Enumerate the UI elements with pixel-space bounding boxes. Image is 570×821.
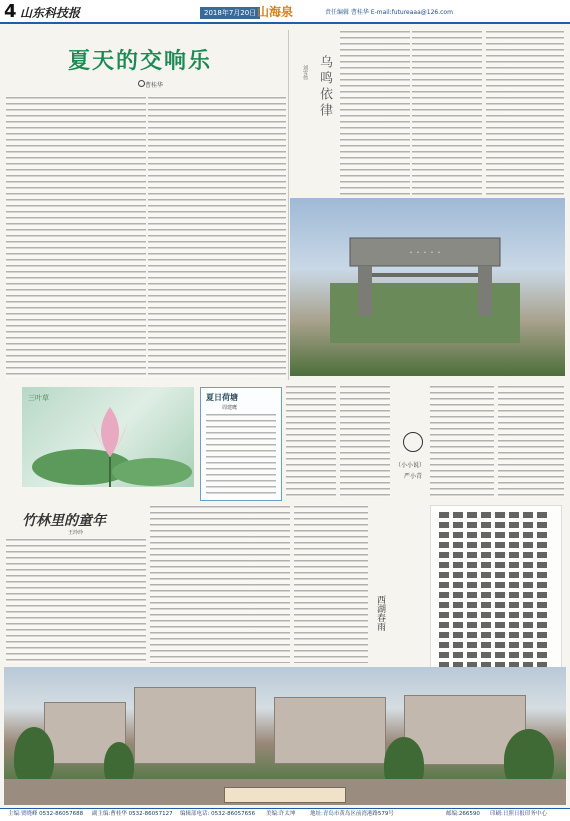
editor-info: 责任编辑 曹桂华 E-mail:futureaaa@126.com — [325, 9, 453, 16]
mid-essay-body — [294, 505, 368, 663]
essay-body-col2 — [412, 30, 482, 195]
summer-poem-author: 周建鹰 — [222, 405, 238, 411]
main-article-body-col1 — [6, 96, 146, 378]
essay-body-col3 — [486, 30, 564, 195]
issue-date: 2018年7月20日 — [200, 7, 260, 19]
poem-author: 刘雪伟 — [302, 65, 308, 80]
story-emblem-icon — [403, 432, 423, 452]
main-article-author: 曹桂华 — [145, 82, 164, 89]
story-body-col4 — [498, 385, 564, 497]
column-divider — [288, 30, 289, 380]
bamboo-article-body-col2 — [150, 505, 290, 663]
story-body-col1 — [286, 385, 336, 497]
essay-body-col1 — [340, 30, 410, 195]
poem-title: 乌鸣依律 — [317, 55, 332, 119]
footer-printer: 印刷:日照日报印务中心 — [490, 811, 547, 817]
summer-poem-body — [206, 413, 276, 495]
vertical-essay-title: 西湖春雨 — [375, 595, 385, 631]
bamboo-article-title: 竹林里的童年 — [22, 513, 106, 529]
bamboo-article-author: 王玲玲 — [68, 530, 84, 536]
footer-address: 地址:青岛市黄岛区前湾港路579号 — [310, 811, 394, 817]
bamboo-article-body — [6, 538, 146, 663]
newspaper-name: 山东科技报 — [20, 6, 81, 20]
small-story-author: 严小青 — [404, 473, 423, 480]
author-icon — [138, 80, 145, 87]
small-story-label: （小小说） — [395, 462, 426, 469]
footer-designer: 美编:许太坤 — [266, 811, 296, 817]
footer-chief-editor: 主编:贾晓峰 0532-86057688 — [8, 811, 84, 817]
story-body-col3 — [430, 385, 494, 497]
footer-postcode: 邮编:266590 — [446, 811, 480, 817]
calligraphy-artwork — [430, 505, 562, 677]
campus-photo — [4, 667, 566, 805]
lotus-caption: 三叶草 — [28, 394, 49, 402]
story-body-col2 — [340, 385, 390, 497]
header-rule — [0, 22, 570, 24]
summer-poem-title: 夏日荷塘 — [206, 392, 238, 402]
svg-text:· · · · ·: · · · · · — [409, 246, 441, 259]
page-number: 4 — [4, 1, 17, 22]
column-name: 山海泉 — [257, 5, 294, 19]
campus-gate-photo — [290, 198, 565, 376]
footer-phone: 编辑部电话: 0532-86057656 — [180, 811, 256, 817]
footer-deputy-editor: 副主编:曹桂华 0532-86057127 — [92, 811, 173, 817]
main-article-title: 夏天的交响乐 — [68, 48, 213, 74]
main-article-body-col2 — [148, 96, 286, 378]
